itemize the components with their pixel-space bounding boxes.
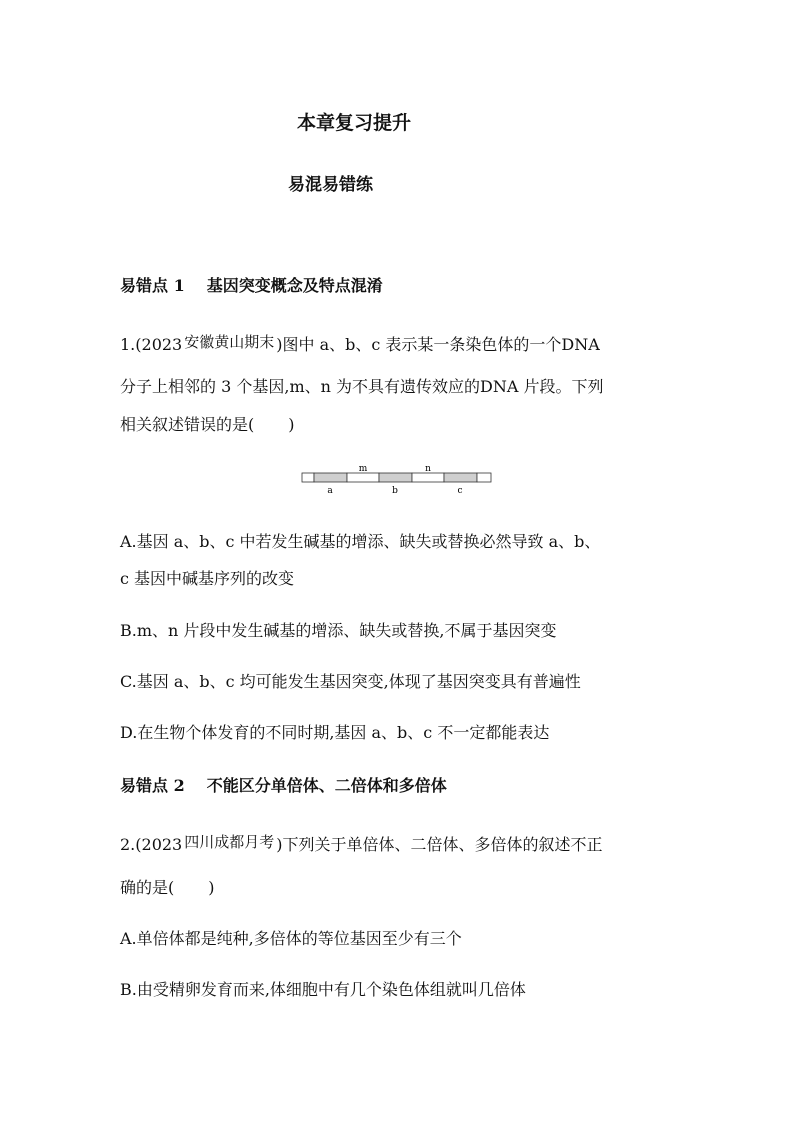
option-1a-line-1: A.基因 a、b、c 中若发生碱基的增添、缺失或替换必然导致 a、b、	[120, 532, 601, 551]
question-2-source: 四川成都月考	[184, 833, 275, 851]
label-b: b	[392, 486, 398, 496]
option-1a-line-2: c 基因中碱基序列的改变	[120, 569, 295, 588]
question-1-line-3	[120, 412, 295, 435]
label-m: m	[358, 464, 368, 474]
dna-end-right	[477, 473, 491, 482]
question-1-paren-close: )	[288, 415, 295, 434]
question-2-paren-close: )	[208, 878, 215, 897]
error-point-1-number: 易错点 1	[120, 276, 185, 295]
label-a: a	[327, 486, 333, 496]
question-2-number: 2.(2023	[120, 835, 183, 854]
gene-b-segment	[379, 473, 412, 482]
option-2a: A.单倍体都是纯种,多倍体的等位基因至少有三个	[120, 929, 462, 948]
question-1-line-2: 分子上相邻的 3 个基因,m、n 为不具有遗传效应的DNA 片段。下列	[120, 377, 604, 396]
error-point-2-heading	[120, 773, 447, 796]
option-2b: B.由受精卵发育而来,体细胞中有几个染色体组就叫几倍体	[120, 980, 526, 999]
gene-a-segment	[314, 473, 347, 482]
question-1-line-1	[120, 332, 600, 355]
question-1-number: 1.(2023	[120, 335, 183, 354]
question-2-stem-1: )下列关于单倍体、二倍体、多倍体的叙述不正	[276, 835, 603, 854]
option-1b: B.m、n 片段中发生碱基的增添、缺失或替换,不属于基因突变	[120, 621, 557, 640]
error-point-2-number: 易错点 2	[120, 776, 185, 795]
option-1d: D.在生物个体发育的不同时期,基因 a、b、c 不一定都能表达	[120, 723, 550, 742]
chapter-title: 本章复习提升	[296, 112, 411, 134]
section-subtitle: 易混易错练	[288, 175, 373, 195]
question-1-stem-1: )图中 a、b、c 表示某一条染色体的一个DNA	[276, 335, 600, 354]
error-point-2-title: 不能区分单倍体、二倍体和多倍体	[206, 776, 447, 795]
label-c: c	[457, 486, 463, 496]
label-n: n	[425, 464, 431, 474]
question-1-source: 安徽黄山期末	[184, 333, 275, 351]
question-1-stem-3: 相关叙述错误的是(	[120, 415, 255, 434]
error-point-1-title: 基因突变概念及特点混淆	[206, 276, 383, 295]
question-2-line-2	[120, 875, 215, 898]
fragment-m-segment	[347, 473, 379, 482]
option-1c: C.基因 a、b、c 均可能发生基因突变,体现了基因突变具有普遍性	[120, 672, 581, 691]
gene-c-segment	[444, 473, 477, 482]
dna-end-left	[302, 473, 314, 482]
question-2-stem-2: 确的是(	[120, 878, 175, 897]
fragment-n-segment	[412, 473, 444, 482]
dna-segment-diagram	[300, 463, 496, 499]
error-point-1-heading	[120, 273, 383, 296]
question-2-line-1	[120, 832, 603, 855]
